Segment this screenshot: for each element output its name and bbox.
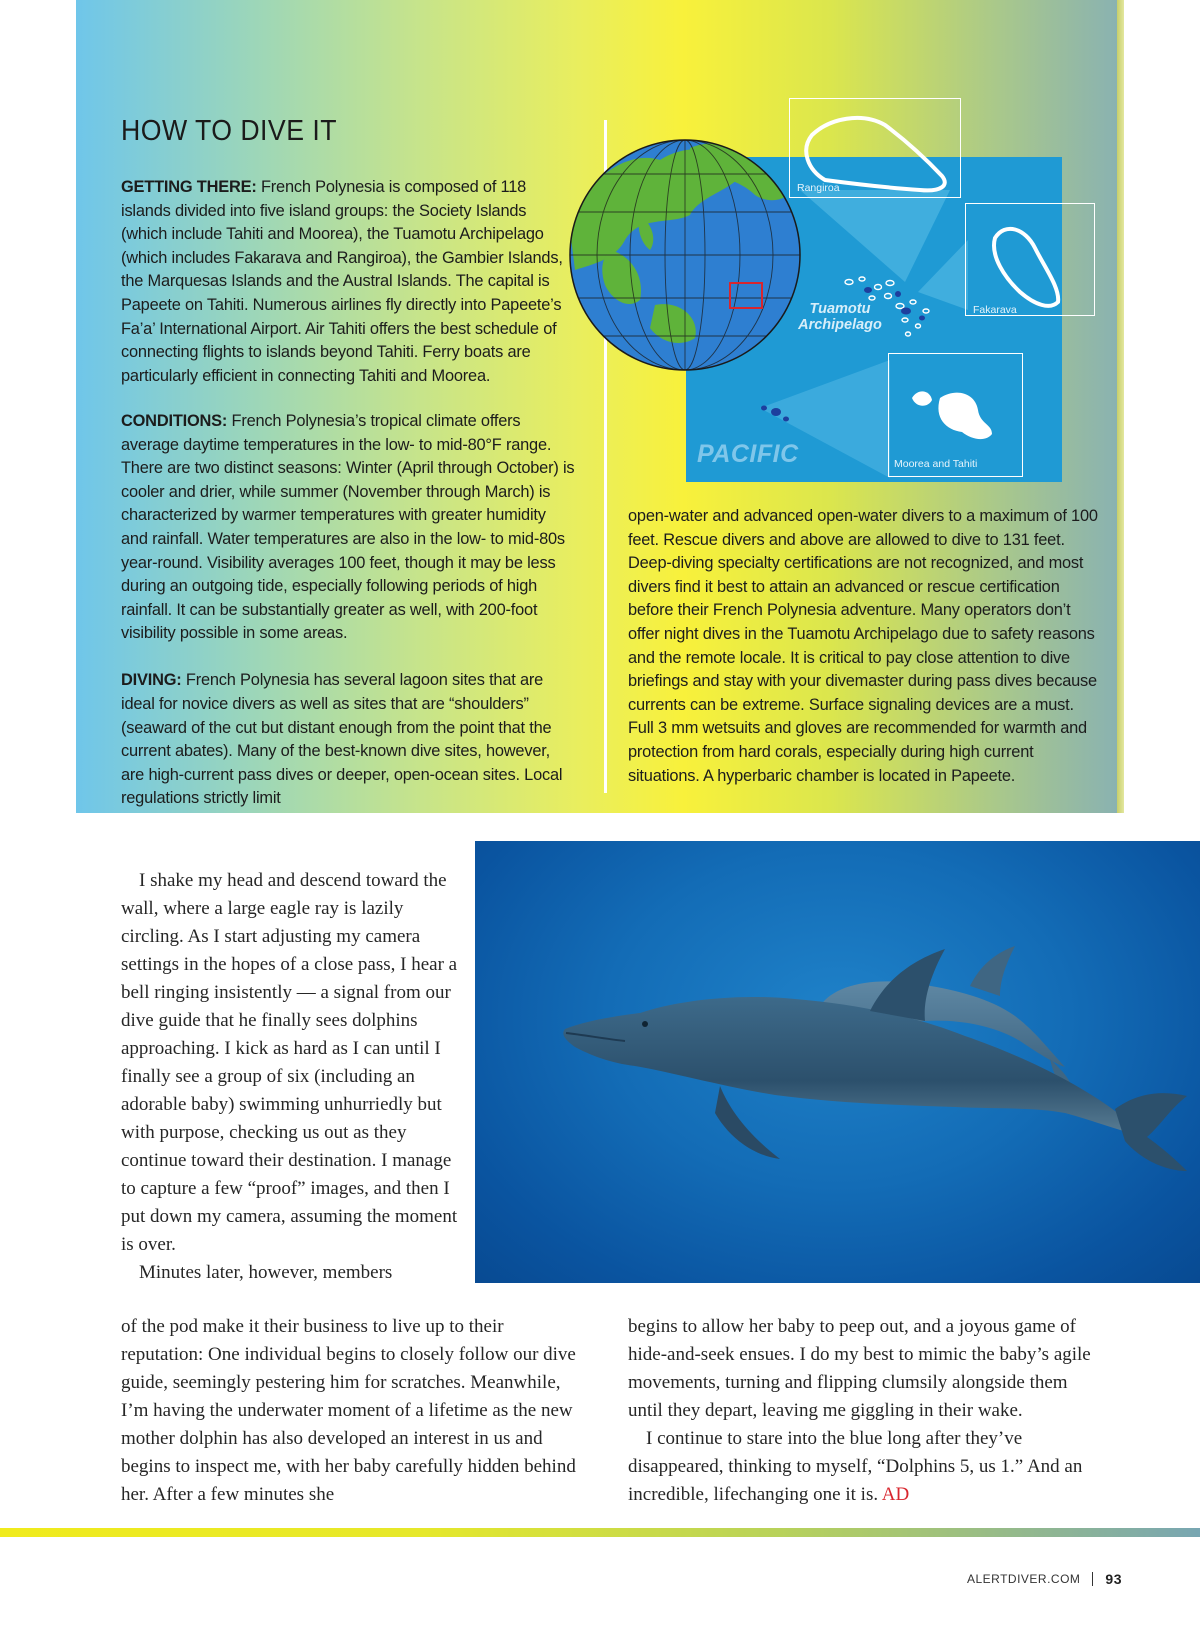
globe <box>570 140 800 370</box>
diving-continued: open-water and advanced open-water divers to a maximum of 100 feet. Rescue divers and above are allowed to dive to 131 feet. Deep-diving specialty certifications are not recognized, and most divers find it best to attain an advanced or rescue certification before their French Polynesia adventure. Many operators don’t offer night dives in the Tuamotu Archipelago due to safety reasons and the remote locale. It is critical to pay close attention to dive briefings and stay with your divemaster during pass dives because currents can be extreme. Surface signaling devices are a must. Full 3 mm wetsuits and gloves are recommended for warmth and protection from hard corals, especially during high current situations. A hyperbaric chamber is located in Papeete. <box>628 507 1098 785</box>
fakarava-inset <box>965 203 1095 316</box>
sidebar-title: HOW TO DIVE IT <box>121 115 337 147</box>
dolphins-photo <box>475 841 1200 1283</box>
story-right-column <box>628 1313 1103 1509</box>
rangiroa-callout <box>800 190 950 282</box>
story-left-column <box>121 1313 581 1509</box>
getting-there-text: French Polynesia is composed of 118 islands divided into five island groups: the Society Islands (which include Tahiti and Moorea), the Tuamotu Archipelago (which includes Fakarava and Rangiroa), the Gambier Islands, the Marquesas Islands and the Austral Islands. The capital is Papeete on Tahiti. Numerous airlines fly directly into Papeete’s Fa’a’ International Airport. Air Tahiti offers the best schedule of connecting flights to islands beyond Tahiti. Ferry boats are particularly efficient in connecting Tahiti and Moorea. <box>121 178 563 385</box>
footer-separator <box>1092 1572 1093 1586</box>
rangiroa-label: Rangiroa <box>797 182 840 194</box>
dolphins-illustration <box>475 841 1200 1283</box>
footer-site-link[interactable]: ALERTDIVER.COM <box>966 1572 1081 1586</box>
story-paragraph-2-end: begins to allow her baby to peep out, and a joyous game of hide-and-seek ensues. I do my best to mimic the baby’s agile movements, turning and flipping clumsily alongside them until they depart, leaving me giggling in their wake. <box>628 1316 1091 1421</box>
diving-heading: DIVING: <box>121 671 182 690</box>
diving-text: French Polynesia has several lagoon sites that are ideal for novice divers as well as sites that are “shoulders” (seaward of the cut but distant enough from the point that the current abates). Many of the best-known dive sites, however, are high-current pass dives or deeper, open-ocean sites. Local regulations strictly limit <box>121 671 563 808</box>
footer-color-bar <box>0 1528 1200 1537</box>
end-mark: AD <box>881 1484 910 1505</box>
moorea-tahiti-label: Moorea and Tahiti <box>894 458 978 470</box>
fakarava-label: Fakarava <box>973 304 1017 316</box>
story-paragraph-2-start: Minutes later, however, members <box>139 1262 393 1283</box>
tuamotu-archipelago-label: Tuamotu Archipelago <box>798 301 882 333</box>
fakarava-callout <box>918 240 968 310</box>
getting-there-heading: GETTING THERE: <box>121 178 257 196</box>
story-paragraph-2-continued: of the pod make it their business to live up to their reputation: One individual begins to closely follow our dive guide, seemingly pestering him for scratches. Meanwhile, I’m having the underwater moment of a lifetime as the new mother dolphin has also developed an interest in us and begins to inspect me, with her baby carefully hidden behind her. After a few minutes she <box>121 1316 576 1505</box>
story-top-column <box>121 867 463 1287</box>
story-final-paragraph <box>628 1425 1103 1509</box>
page-number: 93 <box>1105 1571 1122 1587</box>
pacific-ocean-label: PACIFIC <box>697 440 799 468</box>
page-footer <box>967 1571 1122 1587</box>
conditions-heading: CONDITIONS: <box>121 411 228 430</box>
story-paragraph-1: I shake my head and descend toward the wall, where a large eagle ray is lazily circling. As I start adjusting my camera settings in the hopes of a close pass, I hear a bell ringing insistently — a signal from our dive guide that he finally sees dolphins approaching. I kick as hard as I can until I finally see a group of six (including an adorable baby) swimming unhurriedly but with purpose, checking us out as they continue toward their destination. I manage to capture a few “proof” images, and then I put down my camera, assuming the moment is over. <box>121 870 458 1255</box>
story-final-text: I continue to stare into the blue long after they’ve disappeared, thinking to myself, “Dolphins 5, us 1.” And an incredible, lifechanging one it is. <box>628 1428 1083 1505</box>
conditions-text: French Polynesia’s tropical climate offers average daytime temperatures in the low- to mid-80°F range. There are two distinct seasons: Winter (April through October) is cooler and drier, while summer (November through March) is characterized by warmer temperatures with greater humidity and rainfall. Water temperatures are also in the low- to mid-80s year-round. Visibility averages 100 feet, though it may be less during an outgoing tide, especially following periods of high rainfall. It can be substantially greater as well, with 200-foot visibility possible in some areas. <box>121 411 575 643</box>
